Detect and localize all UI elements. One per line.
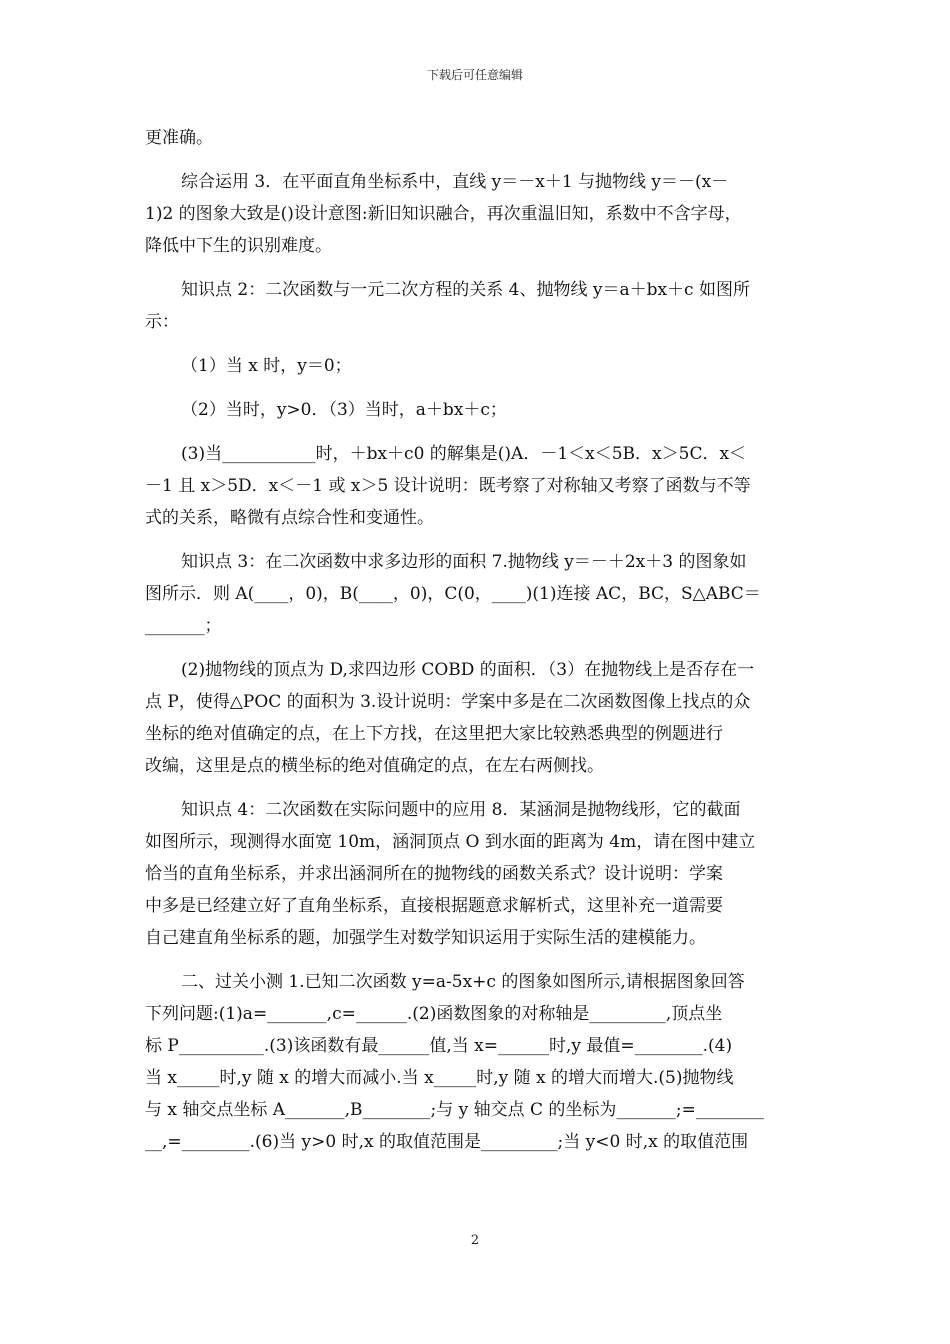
paragraph-gap	[145, 338, 811, 350]
paragraph-gap	[145, 954, 811, 966]
paragraph-gap	[145, 426, 811, 438]
paragraph-first-line: （1）当 x 时，y＝0；	[181, 356, 352, 376]
page-number: 2	[470, 1233, 480, 1248]
paragraph-first-line: (2)抛物线的顶点为 D,求四边形 COBD 的面积．（3）在抛物线上是否存在一	[181, 660, 755, 680]
text-line: _______；	[145, 616, 222, 636]
text-line: 点 P，使得△POC 的面积为 3.设计说明：学案中多是在二次函数图像上找点的众	[145, 692, 751, 712]
paragraph-gap	[145, 154, 811, 166]
text-line: 1)2 的图象大致是()设计意图:新旧知识融合，再次重温旧知，系数中不含字母，	[145, 204, 742, 224]
text-line: 如图所示，现测得水面宽 10m，涵洞顶点 O 到水面的距离为 4m，请在图中建立	[145, 832, 756, 852]
text-line: 下列问题:(1)a=_______,c=______.(2)函数图象的对称轴是_________,顶点坐	[145, 1004, 723, 1024]
text-line: 更准确。	[145, 128, 213, 148]
page-header: 下载后可任意编辑	[426, 68, 523, 82]
paragraph-gap	[145, 782, 811, 794]
paragraph-gap	[145, 262, 811, 274]
paragraph-gap	[145, 642, 811, 654]
text-line: 与 x 轴交点坐标 A_______,B________;与 y 轴交点 C 的坐标为_______;=________	[145, 1100, 764, 1120]
paragraph-first-line: 综合运用 3．在平面直角坐标系中，直线 y＝－x＋1 与抛物线 y＝－(x－	[181, 172, 729, 192]
text-line: 标 P__________.(3)该函数有最______值,当 x=______时,y 最值=________.(4)	[145, 1036, 733, 1056]
text-line: 示：	[145, 312, 179, 332]
text-line: －1 且 x＞5D．x＜－1 或 x＞5 设计说明：既考察了对称轴又考察了函数与不等	[145, 476, 751, 496]
text-line: __,=________.(6)当 y>0 时,x 的取值范围是_________;当 y<0 时,x 的取值范围	[145, 1132, 749, 1152]
paragraph-first-line: 知识点 4：二次函数在实际问题中的应用 8．某涵洞是抛物线形，它的截面	[181, 800, 741, 820]
text-line: 恰当的直角坐标系，并求出涵洞所在的抛物线的函数关系式？设计说明：学案	[145, 864, 723, 884]
paragraph-first-line: (3)当___________时，＋bx＋c0 的解集是()A．－1＜x＜5B．x＞5C．x＜	[181, 444, 747, 464]
text-line: 降低中下生的识别难度。	[145, 236, 332, 256]
text-line: 改编，这里是点的横坐标的绝对值确定的点，在左右两侧找。	[145, 756, 604, 776]
text-line: 中多是已经建立好了直角坐标系，直接根据题意求解析式，这里补充一道需要	[145, 896, 723, 916]
paragraph-first-line: 知识点 2：二次函数与一元二次方程的关系 4、抛物线 y＝a＋bx＋c 如图所	[181, 280, 750, 300]
paragraph-gap	[145, 534, 811, 546]
paragraph-first-line: 二、过关小测 1.已知二次函数 y=a-5x+c 的图象如图所示,请根据图象回答	[181, 972, 745, 992]
text-line: 图所示．则 A(____，0)，B(____，0)，C(0，____)(1)连接 AC，BC，S△ABC＝	[145, 584, 761, 604]
paragraph-gap	[145, 382, 811, 394]
text-line: 坐标的绝对值确定的点，在上下方找，在这里把大家比较熟悉典型的例题进行	[145, 724, 723, 744]
paragraph-first-line: 知识点 3：在二次函数中求多边形的面积 7.抛物线 y＝－＋2x＋3 的图象如	[181, 552, 747, 572]
paragraph-first-line: （2）当时，y>0．（3）当时，a＋bx＋c；	[181, 400, 507, 420]
document-body	[145, 122, 811, 1158]
text-line: 式的关系，略微有点综合性和变通性。	[145, 508, 434, 528]
text-line: 当 x_____时,y 随 x 的增大而减小.当 x_____时,y 随 x 的增大而增大.(5)抛物线	[145, 1068, 734, 1088]
text-line: 自己建直角坐标系的题，加强学生对数学知识运用于实际生活的建模能力。	[145, 928, 706, 948]
